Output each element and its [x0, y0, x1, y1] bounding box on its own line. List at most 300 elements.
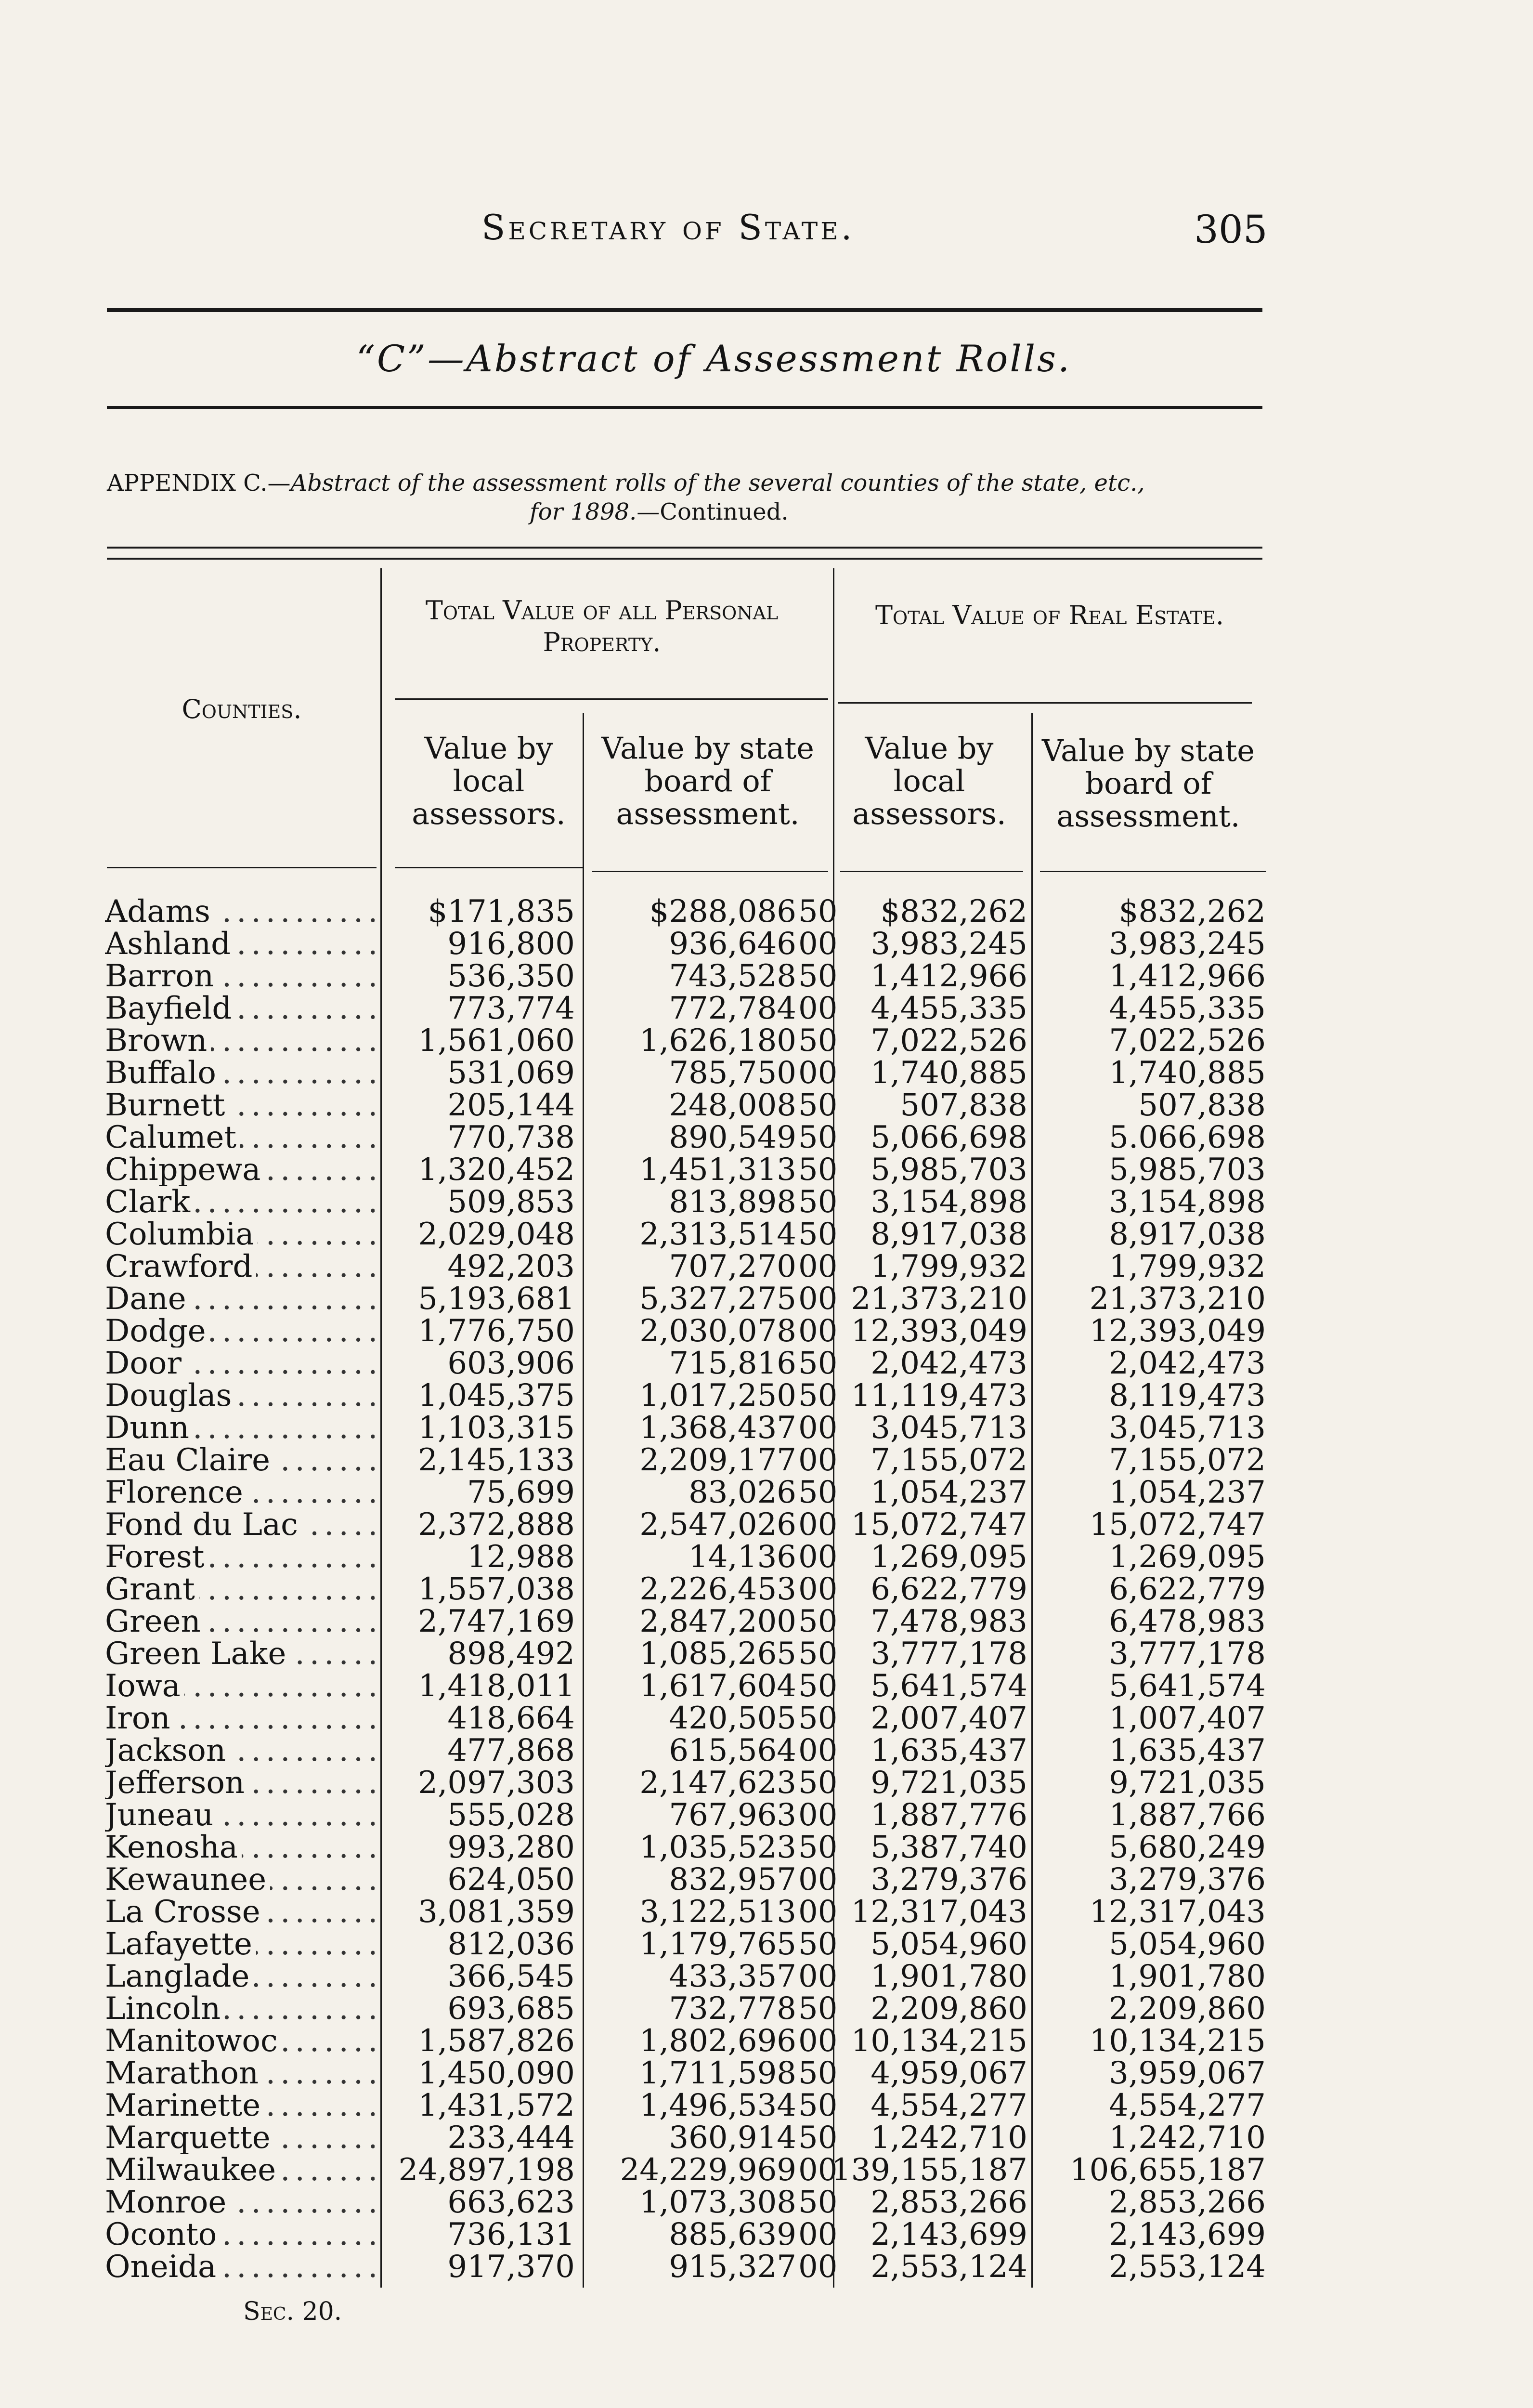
real-state-value: 2,209,860	[1109, 1991, 1266, 2027]
personal-state-value: 615,564	[669, 1733, 796, 1768]
real-estate-header: Total Value of Real Estate.	[875, 600, 1224, 630]
appendix-caption: Abstract of the assessment rolls of the several counties of the state, etc.,	[290, 470, 1145, 497]
personal-local-value: 536,350	[447, 958, 575, 994]
personal-state-cents: 50	[798, 1120, 838, 1155]
table-row	[0, 896, 1533, 928]
county-label: Dane	[105, 1283, 190, 1315]
personal-state-cents: 50	[798, 2088, 838, 2123]
county-label: Burnett	[105, 1089, 229, 1122]
real-local-value: 1,635,437	[870, 1733, 1027, 1768]
table-row	[0, 1509, 1533, 1541]
real-group-rule	[838, 702, 1252, 704]
appendix-caption-line1	[107, 470, 1145, 497]
county-name	[105, 1799, 375, 1832]
real-state-value: 5.066,698	[1109, 1120, 1266, 1155]
personal-state-value: 1,368,437	[639, 1410, 796, 1446]
county-name	[105, 928, 375, 960]
table-top-rule-1	[107, 547, 1262, 549]
real-state-value: 1,269,095	[1109, 1539, 1266, 1575]
personal-local-value: 917,370	[447, 2249, 575, 2285]
personal-local-value: 2,029,048	[418, 1217, 575, 1252]
personal-local-value: 3,081,359	[418, 1894, 575, 1930]
personal-state-cents: 00	[798, 1055, 838, 1091]
personal-state-cents: 00	[798, 1249, 838, 1284]
personal-local-value: 1,587,826	[418, 2023, 575, 2059]
county-label: Crawford	[105, 1251, 256, 1283]
real-local-value: 5,985,703	[870, 1152, 1027, 1188]
real-local-value: 1,799,932	[870, 1249, 1027, 1284]
personal-local-value: 603,906	[447, 1346, 575, 1381]
real-state-value: 3,983,245	[1109, 926, 1266, 962]
county-label: Door	[105, 1348, 185, 1380]
county-label: Marquette	[105, 2122, 274, 2154]
personal-local-value: 492,203	[447, 1249, 575, 1284]
county-label: Green	[105, 1606, 205, 1638]
personal-state-value: 5,327,275	[639, 1281, 796, 1317]
table-row	[0, 960, 1533, 993]
real-local-value: 5,387,740	[870, 1830, 1027, 1865]
county-name	[105, 1380, 375, 1412]
personal-state-cents: 50	[798, 1152, 838, 1188]
personal-local-value: 12,988	[467, 1539, 575, 1575]
personal-state-cents: 50	[798, 1475, 838, 1510]
personal-state-value: 832,957	[669, 1862, 796, 1898]
table-row	[0, 1735, 1533, 1767]
personal-state-value: 732,778	[669, 1991, 796, 2027]
real-state-value: 3,279,376	[1109, 1862, 1266, 1898]
county-name	[105, 1573, 375, 1606]
real-local-value: 3,777,178	[870, 1636, 1027, 1672]
col1-header-rule	[395, 867, 583, 868]
real-state-value: 1,412,966	[1109, 958, 1266, 994]
county-name	[105, 2186, 375, 2219]
table-row	[0, 1541, 1533, 1573]
table-row	[0, 1283, 1533, 1315]
real-local-value: 21,373,210	[851, 1281, 1027, 1317]
county-name	[105, 1315, 375, 1348]
real-state-value: 2,553,124	[1109, 2249, 1266, 2285]
table-row	[0, 2251, 1533, 2283]
personal-state-value: $288,086	[649, 894, 796, 929]
table-row	[0, 2122, 1533, 2154]
real-state-value: 5,054,960	[1109, 1926, 1266, 1962]
appendix-caption-line2	[530, 498, 789, 525]
personal-state-cents: 50	[798, 2120, 838, 2156]
county-name	[105, 2025, 375, 2057]
col4-header-rule	[1040, 871, 1266, 872]
personal-state-value: 2,313,514	[639, 1217, 796, 1252]
personal-state-cents: 00	[798, 1313, 838, 1349]
real-local-value: 12,393,049	[851, 1313, 1027, 1349]
personal-local-value: 24,897,198	[398, 2152, 575, 2188]
personal-state-value: 772,784	[669, 991, 796, 1026]
county-label: Iron	[105, 1702, 174, 1735]
personal-local-value: 75,699	[467, 1475, 575, 1510]
county-label: Bayfield	[105, 993, 235, 1025]
county-label: Marathon	[105, 2057, 262, 2090]
real-local-value: 7,155,072	[870, 1442, 1027, 1478]
personal-state-cents: 00	[798, 1797, 838, 1833]
county-name	[105, 1348, 375, 1380]
personal-local-value: 477,868	[447, 1733, 575, 1768]
county-name	[105, 960, 375, 993]
county-label: Forest	[105, 1541, 208, 1573]
real-state-value: 1,799,932	[1109, 1249, 1266, 1284]
real-state-value: 2,853,266	[1109, 2185, 1266, 2220]
personal-local-header: Value by local assessors.	[412, 731, 566, 831]
personal-state-cents: 00	[798, 1410, 838, 1446]
personal-local-value: 770,738	[447, 1120, 575, 1155]
personal-state-cents: 00	[798, 2217, 838, 2252]
personal-local-value: 1,431,572	[418, 2088, 575, 2123]
real-local-value: 5,641,574	[870, 1668, 1027, 1704]
county-label: Chippewa	[105, 1154, 264, 1186]
county-label: Iowa	[105, 1670, 184, 1702]
county-label: Eau Claire	[105, 1444, 274, 1477]
county-label: Douglas	[105, 1380, 236, 1412]
personal-state-cents: 00	[798, 991, 838, 1026]
personal-state-cents: 00	[798, 2023, 838, 2059]
table-row	[0, 1218, 1533, 1251]
personal-state-value: 915,327	[669, 2249, 796, 2285]
table-row	[0, 1251, 1533, 1283]
real-state-value: 1,901,780	[1109, 1959, 1266, 1994]
real-state-value: 5,641,574	[1109, 1668, 1266, 1704]
personal-local-value: 2,097,303	[418, 1765, 575, 1801]
county-name	[105, 1251, 375, 1283]
county-name	[105, 1670, 375, 1702]
table-row	[0, 1573, 1533, 1606]
real-state-value: 4,554,277	[1109, 2088, 1266, 2123]
table-row	[0, 1799, 1533, 1832]
personal-state-cents: 00	[798, 1539, 838, 1575]
real-local-value: 4,455,335	[870, 991, 1027, 1026]
personal-state-value: 785,750	[669, 1055, 796, 1091]
real-local-value: 2,853,266	[870, 2185, 1027, 2220]
personal-local-value: 773,774	[447, 991, 575, 1026]
personal-state-cents: 00	[798, 1571, 838, 1607]
county-name	[105, 1767, 375, 1799]
county-label: Calumet	[105, 1122, 240, 1154]
personal-state-value: 3,122,513	[639, 1894, 796, 1930]
personal-state-cents: 50	[798, 1991, 838, 2027]
real-state-value: 8,119,473	[1109, 1378, 1266, 1413]
real-local-value: 1,054,237	[870, 1475, 1027, 1510]
real-local-value: 6,622,779	[870, 1571, 1027, 1607]
personal-local-value: 993,280	[447, 1830, 575, 1865]
county-label: Barron	[105, 960, 218, 993]
title-rule	[107, 406, 1262, 409]
table-row	[0, 1896, 1533, 1928]
table-row	[0, 1154, 1533, 1186]
county-label: Brown	[105, 1025, 211, 1057]
personal-state-value: 885,639	[669, 2217, 796, 2252]
personal-local-value: 898,492	[447, 1636, 575, 1672]
real-local-value: $832,262	[880, 894, 1027, 929]
county-name	[105, 1057, 375, 1089]
col3-header-rule	[840, 871, 1023, 872]
personal-state-value: 2,547,026	[639, 1507, 796, 1543]
personal-group-rule	[395, 698, 828, 700]
personal-state-value: 813,898	[669, 1184, 796, 1220]
table-row	[0, 1961, 1533, 1993]
real-local-value: 5,054,960	[870, 1926, 1027, 1962]
county-label: Langlade	[105, 1961, 253, 1993]
county-name	[105, 2251, 375, 2283]
personal-state-value: 1,496,534	[639, 2088, 796, 2123]
county-name	[105, 2122, 375, 2154]
real-state-value: 3,154,898	[1109, 1184, 1266, 1220]
personal-state-value: 1,617,604	[639, 1668, 796, 1704]
county-name	[105, 2219, 375, 2251]
personal-state-value: 1,451,313	[639, 1152, 796, 1188]
top-rule	[107, 308, 1262, 312]
personal-local-value: 1,561,060	[418, 1023, 575, 1059]
county-label: La Crosse	[105, 1896, 264, 1928]
personal-state-cents: 00	[798, 926, 838, 962]
real-state-value: 2,143,699	[1109, 2217, 1266, 2252]
real-local-value: 507,838	[900, 1087, 1027, 1123]
running-head: Secretary of State.	[481, 207, 855, 248]
personal-state-cents: 50	[798, 1926, 838, 1962]
personal-state-cents: 50	[798, 1217, 838, 1252]
personal-state-value: 2,847,200	[639, 1604, 796, 1639]
table-row	[0, 1057, 1533, 1089]
county-name	[105, 1928, 375, 1961]
county-label: Milwaukee	[105, 2154, 280, 2186]
county-name	[105, 1444, 375, 1477]
table-row	[0, 1380, 1533, 1412]
personal-state-value: 715,816	[669, 1346, 796, 1381]
personal-local-value: $171,835	[428, 894, 575, 929]
personal-state-cents: 50	[798, 958, 838, 994]
table-row	[0, 2057, 1533, 2090]
personal-state-value: 2,030,078	[639, 1313, 796, 1349]
personal-local-value: 693,685	[447, 1991, 575, 2027]
real-state-value: 9,721,035	[1109, 1765, 1266, 1801]
personal-local-value: 205,144	[447, 1087, 575, 1123]
personal-state-cents: 50	[798, 1668, 838, 1704]
personal-local-value: 1,103,315	[418, 1410, 575, 1446]
county-name	[105, 993, 375, 1025]
county-name	[105, 1122, 375, 1154]
real-local-value: 2,143,699	[870, 2217, 1027, 2252]
real-state-value: 8,917,038	[1109, 1217, 1266, 1252]
real-local-header: Value by local assessors.	[852, 731, 1006, 831]
personal-local-value: 663,623	[447, 2185, 575, 2220]
county-label: Oconto	[105, 2219, 221, 2251]
real-local-value: 3,983,245	[870, 926, 1027, 962]
personal-state-value: 2,226,453	[639, 1571, 796, 1607]
county-label: Lafayette	[105, 1928, 256, 1961]
personal-local-value: 916,800	[447, 926, 575, 962]
county-label: Florence	[105, 1477, 247, 1509]
appendix-year: for 1898.	[530, 498, 637, 525]
county-label: Green Lake	[105, 1638, 290, 1670]
counties-header-rule	[107, 867, 377, 868]
personal-state-value: 1,802,696	[639, 2023, 796, 2059]
county-label: Marinette	[105, 2090, 264, 2122]
real-local-value: 2,553,124	[870, 2249, 1027, 2285]
real-state-value: 7,022,526	[1109, 1023, 1266, 1059]
personal-state-value: 1,711,598	[639, 2055, 796, 2091]
county-name	[105, 1638, 375, 1670]
county-label: Jackson	[105, 1735, 230, 1767]
real-state-value: 106,655,187	[1069, 2152, 1266, 2188]
personal-state-cents: 50	[798, 1087, 838, 1123]
personal-local-value: 555,028	[447, 1797, 575, 1833]
personal-state-value: 707,270	[669, 1249, 796, 1284]
table-row	[0, 1186, 1533, 1218]
personal-property-header: Total Value of all Personal Property.	[425, 595, 779, 657]
personal-state-value: 1,626,180	[639, 1023, 796, 1059]
personal-local-value: 2,747,169	[418, 1604, 575, 1639]
personal-state-value: 2,147,623	[639, 1765, 796, 1801]
personal-state-value: 1,073,308	[639, 2185, 796, 2220]
personal-state-cents: 50	[798, 894, 838, 929]
table-row	[0, 1606, 1533, 1638]
personal-local-value: 233,444	[447, 2120, 575, 2156]
real-local-value: 3,154,898	[870, 1184, 1027, 1220]
real-local-value: 1,901,780	[870, 1959, 1027, 1994]
real-state-value: 3,045,713	[1109, 1410, 1266, 1446]
real-state-value: 10,134,215	[1089, 2023, 1266, 2059]
real-local-value: 4,959,067	[870, 2055, 1027, 2091]
county-label: Ashland	[105, 928, 234, 960]
real-state-value: $832,262	[1118, 894, 1266, 929]
personal-local-value: 1,557,038	[418, 1571, 575, 1607]
personal-local-value: 5,193,681	[418, 1281, 575, 1317]
real-local-value: 2,042,473	[870, 1346, 1027, 1381]
table-row	[0, 1348, 1533, 1380]
appendix-continued: —Continued.	[637, 498, 789, 525]
personal-state-header: Value by state board of assessment.	[601, 731, 814, 831]
county-label: Oneida	[105, 2251, 220, 2283]
personal-state-cents: 00	[798, 1733, 838, 1768]
county-label: Manitowoc	[105, 2025, 282, 2057]
personal-state-value: 1,035,523	[639, 1830, 796, 1865]
real-state-value: 1,635,437	[1109, 1733, 1266, 1768]
real-local-value: 8,917,038	[870, 1217, 1027, 1252]
table-row	[0, 1025, 1533, 1057]
table-row	[0, 1864, 1533, 1896]
table-row	[0, 993, 1533, 1025]
county-name	[105, 1283, 375, 1315]
table-row	[0, 1928, 1533, 1961]
table-row	[0, 1702, 1533, 1735]
real-local-value: 15,072,747	[851, 1507, 1027, 1543]
table-row	[0, 1993, 1533, 2025]
real-state-header: Value by state board of assessment.	[1042, 733, 1255, 834]
real-local-value: 3,279,376	[870, 1862, 1027, 1898]
real-state-value: 1,740,885	[1109, 1055, 1266, 1091]
table-row	[0, 928, 1533, 960]
personal-state-value: 14,136	[689, 1539, 796, 1575]
personal-local-value: 1,320,452	[418, 1152, 575, 1188]
county-label: Buffalo	[105, 1057, 220, 1089]
real-local-value: 7,022,526	[870, 1023, 1027, 1059]
county-name	[105, 1025, 375, 1057]
real-state-value: 1,007,407	[1109, 1701, 1266, 1736]
personal-local-value: 418,664	[447, 1701, 575, 1736]
personal-state-value: 433,357	[669, 1959, 796, 1994]
real-state-value: 5,680,249	[1109, 1830, 1266, 1865]
county-label: Fond du Lac	[105, 1509, 302, 1541]
real-state-value: 2,042,473	[1109, 1346, 1266, 1381]
county-name	[105, 1864, 375, 1896]
real-state-value: 7,155,072	[1109, 1442, 1266, 1478]
county-name	[105, 1702, 375, 1735]
counties-header: Counties.	[182, 694, 302, 724]
personal-local-value: 1,776,750	[418, 1313, 575, 1349]
county-label: Monroe	[105, 2186, 230, 2219]
personal-state-cents: 50	[798, 1184, 838, 1220]
county-label: Lincoln	[105, 1993, 224, 2025]
real-local-value: 11,119,473	[851, 1378, 1027, 1413]
real-state-value: 1,054,237	[1109, 1475, 1266, 1510]
table-row	[0, 1412, 1533, 1444]
personal-local-value: 1,045,375	[418, 1378, 575, 1413]
real-local-value: 1,412,966	[870, 958, 1027, 994]
county-name	[105, 1606, 375, 1638]
table-row	[0, 1089, 1533, 1122]
col2-header-rule	[592, 871, 828, 872]
personal-state-value: 420,505	[669, 1701, 796, 1736]
real-local-value: 1,269,095	[870, 1539, 1027, 1575]
county-name	[105, 1186, 375, 1218]
personal-state-value: 767,963	[669, 1797, 796, 1833]
personal-state-cents: 50	[798, 1604, 838, 1639]
table-row	[0, 1315, 1533, 1348]
county-name	[105, 1541, 375, 1573]
personal-state-value: 1,017,250	[639, 1378, 796, 1413]
county-label: Jefferson	[105, 1767, 248, 1799]
table-row	[0, 2219, 1533, 2251]
county-label: Dunn	[105, 1412, 193, 1444]
personal-state-value: 248,008	[669, 1087, 796, 1123]
county-name	[105, 1961, 375, 1993]
real-local-value: 1,242,710	[870, 2120, 1027, 2156]
personal-state-cents: 00	[798, 1281, 838, 1317]
county-name	[105, 2057, 375, 2090]
table-row	[0, 1670, 1533, 1702]
table-row	[0, 2186, 1533, 2219]
real-local-value: 1,740,885	[870, 1055, 1027, 1091]
county-name	[105, 2154, 375, 2186]
county-label: Adams	[105, 896, 214, 928]
real-state-value: 12,393,049	[1089, 1313, 1266, 1349]
table-row	[0, 1444, 1533, 1477]
table-row	[0, 2025, 1533, 2057]
real-local-value: 9,721,035	[870, 1765, 1027, 1801]
personal-state-value: 936,646	[669, 926, 796, 962]
personal-state-cents: 50	[798, 1830, 838, 1865]
table-top-rule-2	[107, 558, 1262, 560]
real-state-value: 6,478,983	[1109, 1604, 1266, 1639]
real-local-value: 4,554,277	[870, 2088, 1027, 2123]
personal-local-value: 2,145,133	[418, 1442, 575, 1478]
personal-state-cents: 00	[798, 1507, 838, 1543]
personal-state-value: 1,085,265	[639, 1636, 796, 1672]
personal-local-value: 624,050	[447, 1862, 575, 1898]
personal-local-value: 736,131	[447, 2217, 575, 2252]
personal-state-cents: 50	[798, 2055, 838, 2091]
table-row	[0, 1832, 1533, 1864]
real-state-value: 21,373,210	[1089, 1281, 1266, 1317]
real-state-value: 6,622,779	[1109, 1571, 1266, 1607]
county-name	[105, 1154, 375, 1186]
county-label: Columbia	[105, 1218, 258, 1251]
